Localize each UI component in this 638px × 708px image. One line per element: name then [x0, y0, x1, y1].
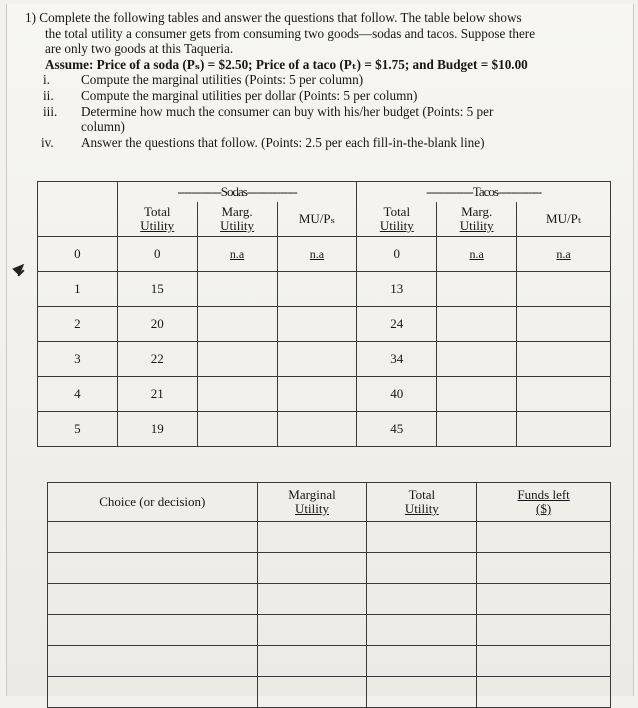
soda-tu-cell: 19	[117, 412, 197, 447]
table-row	[38, 307, 611, 342]
total-cell[interactable]	[367, 522, 477, 553]
taco-tu-cell: 40	[357, 377, 437, 412]
marginal-cell[interactable]	[257, 646, 367, 677]
taco-mu-cell[interactable]: n.a	[437, 237, 517, 272]
marginal-cell[interactable]	[257, 584, 367, 615]
question-block	[25, 10, 615, 150]
choice-cell[interactable]	[48, 646, 258, 677]
table-row	[48, 677, 611, 708]
soda-tu-cell: 21	[117, 377, 197, 412]
taco-mup-cell[interactable]	[517, 307, 611, 342]
question-item-i: i. Compute the marginal utilities (Points: 5 per column)	[43, 72, 364, 88]
taco-mu-cell[interactable]	[437, 412, 517, 447]
taco-mup-cell[interactable]	[517, 412, 611, 447]
funds-cell[interactable]	[477, 522, 611, 553]
taco-mu-cell[interactable]	[437, 377, 517, 412]
taco-tu-cell: 34	[357, 342, 437, 377]
utility-table	[37, 181, 611, 447]
funds-cell[interactable]	[477, 553, 611, 584]
marginal-cell[interactable]	[257, 522, 367, 553]
question-line-3: are only two goods at this Taqueria.	[45, 41, 234, 57]
funds-cell[interactable]	[477, 584, 611, 615]
soda-tu-cell: 22	[117, 342, 197, 377]
qty-cell: 3	[38, 342, 118, 377]
soda-mu-cell[interactable]	[197, 412, 277, 447]
soda-mup-cell[interactable]	[277, 272, 357, 307]
worksheet-page	[6, 4, 634, 696]
table-row	[48, 522, 611, 553]
tacos-group-header: --------------Tacos-------------	[357, 182, 611, 203]
sodas-group-header: -------------Sodas---------------	[117, 182, 357, 203]
marginal-cell[interactable]	[257, 615, 367, 646]
soda-total-utility-header: Total Utility	[117, 202, 197, 237]
total-cell[interactable]	[367, 646, 477, 677]
taco-total-utility-header: Total Utility	[357, 202, 437, 237]
taco-tu-cell: 13	[357, 272, 437, 307]
total-utility-header: Total Utility	[367, 483, 477, 522]
marginal-cell[interactable]	[257, 677, 367, 708]
table-row	[38, 412, 611, 447]
taco-tu-cell: 0	[357, 237, 437, 272]
table-row	[48, 646, 611, 677]
question-line-2: the total utility a consumer gets from consuming two goods—sodas and tacos. Suppose there	[45, 25, 536, 41]
taco-mu-per-price-header: MU/Pₜ	[517, 202, 611, 237]
choice-cell[interactable]	[48, 615, 258, 646]
table-row	[48, 584, 611, 615]
total-cell[interactable]	[367, 615, 477, 646]
table-row	[38, 342, 611, 377]
taco-mu-cell[interactable]	[437, 307, 517, 342]
marginal-cell[interactable]	[257, 553, 367, 584]
soda-mup-cell[interactable]	[277, 412, 357, 447]
funds-cell[interactable]	[477, 615, 611, 646]
taco-mu-cell[interactable]	[437, 342, 517, 377]
total-cell[interactable]	[367, 553, 477, 584]
marginal-utility-header: Marginal Utility	[257, 483, 367, 522]
table-row	[38, 237, 611, 272]
assume-line: Assume: Price of a soda (Pₛ) = $2.50; Price of a taco (Pₜ) = $1.75; and Budget = $10.00	[45, 56, 528, 72]
taco-mu-cell[interactable]	[437, 272, 517, 307]
soda-mu-per-price-header: MU/Pₛ	[277, 202, 357, 237]
qty-cell: 4	[38, 377, 118, 412]
funds-left-header: Funds left ($)	[477, 483, 611, 522]
funds-cell[interactable]	[477, 677, 611, 708]
choice-table	[47, 482, 611, 708]
table-row	[38, 377, 611, 412]
taco-tu-cell: 45	[357, 412, 437, 447]
taco-mup-cell[interactable]	[517, 342, 611, 377]
soda-mup-cell[interactable]: n.a	[277, 237, 357, 272]
soda-mup-cell[interactable]	[277, 307, 357, 342]
soda-mu-cell[interactable]: n.a	[197, 237, 277, 272]
total-cell[interactable]	[367, 677, 477, 708]
soda-tu-cell: 0	[117, 237, 197, 272]
table-row	[48, 553, 611, 584]
total-cell[interactable]	[367, 584, 477, 615]
taco-mup-cell[interactable]	[517, 377, 611, 412]
qty-cell: 1	[38, 272, 118, 307]
soda-tu-cell: 20	[117, 307, 197, 342]
soda-marg-utility-header: Marg. Utility	[197, 202, 277, 237]
soda-mu-cell[interactable]	[197, 307, 277, 342]
question-item-iii: iii. Determine how much the consumer can buy with his/her budget (Points: 5 per	[43, 103, 494, 119]
taco-marg-utility-header: Marg. Utility	[437, 202, 517, 237]
soda-mup-cell[interactable]	[277, 342, 357, 377]
qty-cell: 5	[38, 412, 118, 447]
soda-mup-cell[interactable]	[277, 377, 357, 412]
funds-cell[interactable]	[477, 646, 611, 677]
choice-cell[interactable]	[48, 553, 258, 584]
soda-mu-cell[interactable]	[197, 377, 277, 412]
taco-mup-cell[interactable]	[517, 272, 611, 307]
qty-cell: 2	[38, 307, 118, 342]
soda-mu-cell[interactable]	[197, 342, 277, 377]
choice-cell[interactable]	[48, 584, 258, 615]
taco-mup-cell[interactable]: n.a	[517, 237, 611, 272]
table-row	[48, 615, 611, 646]
taco-tu-cell: 24	[357, 307, 437, 342]
table-row	[38, 272, 611, 307]
qty-header-cell	[38, 182, 118, 237]
choice-cell[interactable]	[48, 522, 258, 553]
qty-cell: 0	[38, 237, 118, 272]
question-item-ii: ii. Compute the marginal utilities per dollar (Points: 5 per column)	[43, 87, 418, 103]
question-item-iii-cont: column)	[81, 119, 125, 135]
question-item-iv: iv. Answer the questions that follow. (Points: 2.5 per each fill-in-the-blank line)	[41, 134, 485, 150]
choice-header: Choice (or decision)	[48, 483, 258, 522]
soda-mu-cell[interactable]	[197, 272, 277, 307]
soda-tu-cell: 15	[117, 272, 197, 307]
choice-cell[interactable]	[48, 677, 258, 708]
question-line-1: 1) Complete the following tables and answer the questions that follow. The table below shows	[25, 10, 522, 25]
question-items	[25, 72, 615, 150]
